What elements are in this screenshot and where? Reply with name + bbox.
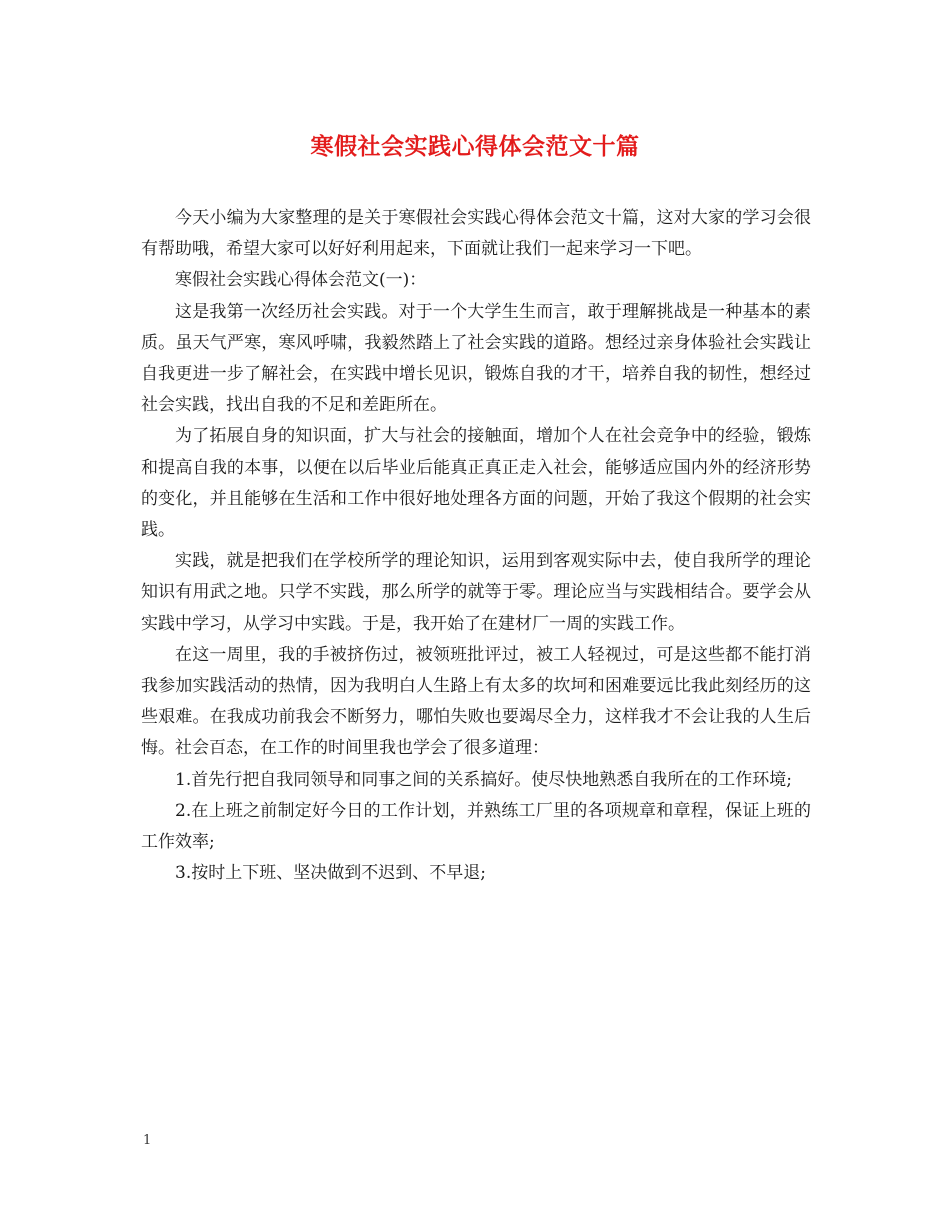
paragraph-intro: 今天小编为大家整理的是关于寒假社会实践心得体会范文十篇，这对大家的学习会很有帮助哦，希望大家可以好好利用起来，下面就让我们一起来学习一下吧。 bbox=[141, 208, 811, 260]
page-number: 1 bbox=[143, 1133, 152, 1148]
paragraph: 为了拓展自身的知识面，扩大与社会的接触面，增加个人在社会竞争中的经验，锻炼和提高自我的本事，以便在以后毕业后能真正真正走入社会，能够适应国内外的经济形势的变化，并且能够在生活和工作中很好地处理各方面的问题，开始了我这个假期的社会实践。 bbox=[141, 426, 811, 541]
paragraph: 实践，就是把我们在学校所学的理论知识，运用到客观实际中去，使自我所学的理论知识有用武之地。只学不实践，那么所学的就等于零。理论应当与实践相结合。要学会从实践中学习，从学习中实践。于是，我开始了在建材厂一周的实践工作。 bbox=[141, 551, 811, 634]
document-body bbox=[141, 203, 811, 889]
section-heading-1: 寒假社会实践心得体会范文(一)： bbox=[175, 270, 427, 291]
paragraph: 在这一周里，我的手被挤伤过，被领班批评过，被工人轻视过，可是这些都不能打消我参加实践活动的热情，因为我明白人生路上有太多的坎坷和困难要远比我此刻经历的这些艰难。在我成功前我会不断努力，哪怕失败也要竭尽全力，这样我才不会让我的人生后悔。社会百态，在工作的时间里我也学会了很多道理： bbox=[141, 644, 811, 759]
paragraph: 这是我第一次经历社会实践。对于一个大学生生而言，敢于理解挑战是一种基本的素质。虽天气严寒，寒风呼啸，我毅然踏上了社会实践的道路。想经过亲身体验社会实践让自我更进一步了解社会，在实践中增长见识，锻炼自我的才干，培养自我的韧性，想经过社会实践，找出自我的不足和差距所在。 bbox=[141, 301, 811, 416]
document-title: 寒假社会实践心得体会范文十篇 bbox=[310, 133, 640, 160]
list-item: 1.首先行把自我同领导和同事之间的关系搞好。使尽快地熟悉自我所在的工作环境; bbox=[175, 769, 792, 790]
list-item: 3.按时上下班、坚决做到不迟到、不早退; bbox=[175, 863, 486, 884]
list-item: 2.在上班之前制定好今日的工作计划，并熟练工厂里的各项规章和章程，保证上班的工作效率; bbox=[141, 800, 811, 853]
